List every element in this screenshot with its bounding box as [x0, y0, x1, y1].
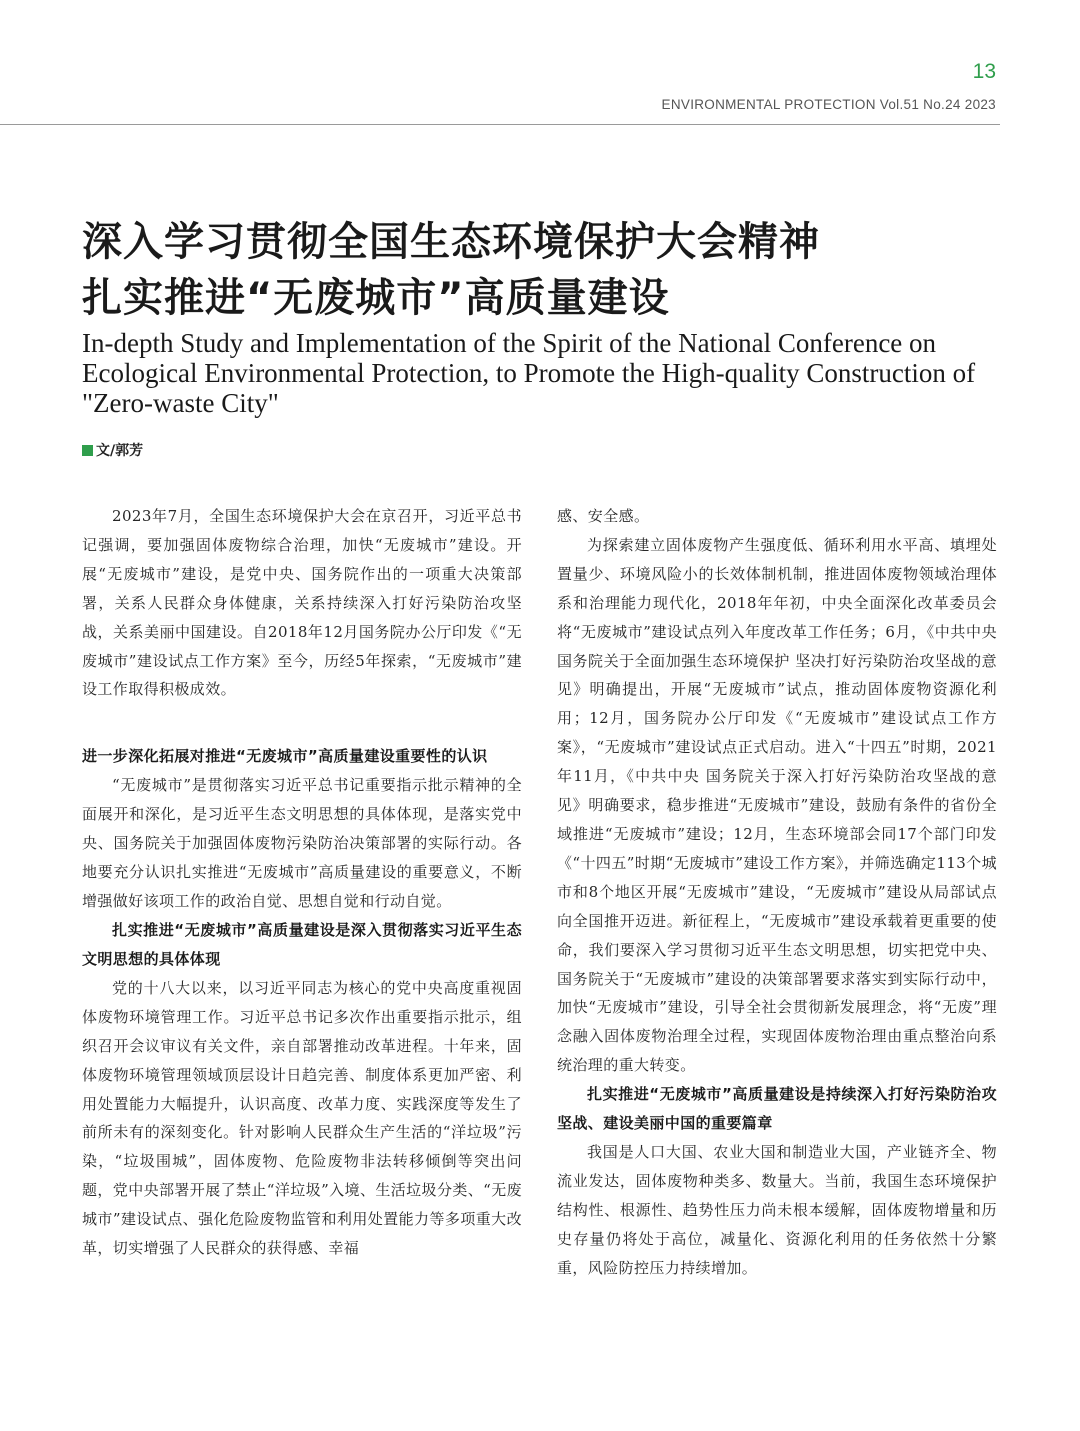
article-title-cn — [82, 214, 1022, 326]
byline-text: 文/郭芳 — [96, 443, 144, 459]
subsection-paragraph: 我国是人口大国、农业大国和制造业大国，产业链齐全、物流业发达，固体废物种类多、数量大。当前，我国生态环境保护结构性、根源性、趋势性压力尚未根本缓解，固体废物增量和历史存量仍将处于高位，减量化、资源化利用的任务依然十分繁重，风险防控压力持续增加。 — [557, 1143, 997, 1277]
subsection-paragraph: 党的十八大以来，以习近平同志为核心的党中央高度重视固体废物环境管理工作。习近平总书记多次作出重要指示批示，组织召开会议审议有关文件，亲自部署推动改革进程。十年来，固体废物环境管理领域顶层设计日趋完善、制度体系更加严密、利用处置能力大幅提升，认识高度、改革力度、实践深度等发生了前所未有的深刻变化。针对影响人民群众生产生活的“洋垃圾”污染，“垃圾围城”，固体废物、危险废物非法转移倾倒等突出问题，党中央部署开展了禁止“洋垃圾”入境、生活垃圾分类、“无废城市”建设试点、强化危险废物监管和利用处置能力等多项重大改革，切实增强了人民群众的获得感、幸福 — [82, 978, 523, 1258]
byline — [82, 440, 143, 460]
section-heading: 进一步深化拓展对推进“无废城市”高质量建设重要性的认识 — [82, 747, 488, 766]
paragraph-continuation: 感、安全感。 — [557, 507, 650, 525]
green-square-icon — [82, 445, 93, 456]
title-cn-line-1: 深入学习贯彻全国生态环境保护大会精神 — [82, 219, 820, 265]
title-cn-line-2: 扎实推进“无废城市”高质量建设 — [82, 275, 670, 321]
journal-header: ENVIRONMENTAL PROTECTION Vol.51 No.24 2023 — [661, 97, 996, 112]
intro-paragraph: 2023年7月，全国生态环境保护大会在京召开，习近平总书记强调，要加强固体废物综合治理，加快“无废城市”建设。开展“无废城市”建设，是党中央、国务院作出的一项重大决策部署，关系人民群众身体健康，关系持续深入打好污染防治攻坚战，关系美丽中国建设。自2018年12月国务院办公厅印发《“无废城市”建设试点工作方案》至今，历经5年探索，“无废城市”建设工作取得积极成效。 — [82, 507, 522, 699]
section-paragraph: “无废城市”是贯彻落实习近平总书记重要指示批示精神的全面展开和深化，是习近平生态文明思想的具体体现，是落实党中央、国务院关于加强固体废物污染防治决策部署的实际行动。各地要充分认识扎实推进“无废城市”高质量建设的重要意义，不断增强做好该项工作的政治自觉、思想自觉和行动自觉。 — [82, 776, 522, 910]
header-rule — [0, 124, 1000, 125]
page-number: 13 — [972, 60, 996, 83]
right-column — [557, 502, 997, 1283]
subsection-heading: 扎实推进“无废城市”高质量建设是深入贯彻落实习近平生态文明思想的具体体现 — [82, 920, 522, 968]
subsection-heading: 扎实推进“无废城市”高质量建设是持续深入打好污染防治攻坚战、建设美丽中国的重要篇章 — [557, 1085, 997, 1133]
article-title-en: In-depth Study and Implementation of the Spirit of the National Conference on Ecological Environmental Protection, to Promote the High-quality Construction of "Zero-waste City" — [82, 328, 976, 418]
subsection-paragraph: 为探索建立固体废物产生强度低、循环利用水平高、填埋处置量少、环境风险小的长效体制机制，推进固体废物领域治理体系和治理能力现代化，2018年年初，中央全面深化改革委员会将“无废城市”建设试点列入年度改革工作任务；6月，《中共中央 国务院关于全面加强生态环境保护 坚决打好污染防治攻坚战的意见》明确提出，开展“无废城市”试点，推动固体废物资源化利用；12月，国务院办公厅印发《“无废城市”建设试点工作方案》，“无废城市”建设试点正式启动。进入“十四五”时期，2021年11月，《中共中央 国务院关于深入打好污染防治攻坚战的意见》明确要求，稳步推进“无废城市”建设，鼓励有条件的省份全域推进“无废城市”建设；12月，生态环境部会同17个部门印发《“十四五”时期“无废城市”建设工作方案》，并筛选确定113个城市和8个地区开展“无废城市”建设，“无废城市”建设从局部试点向全国推开迈进。新征程上，“无废城市”建设承载着更重要的使命，我们要深入学习贯彻习近平生态文明思想，切实把党中央、国务院关于“无废城市”建设的决策部署要求落实到实际行动中，加快“无废城市”建设，引导全社会贯彻新发展理念，将“无废”理念融入固体废物治理全过程，实现固体废物治理由重点整治向系统治理的重大转变。 — [557, 535, 997, 1075]
left-column — [82, 502, 522, 1263]
